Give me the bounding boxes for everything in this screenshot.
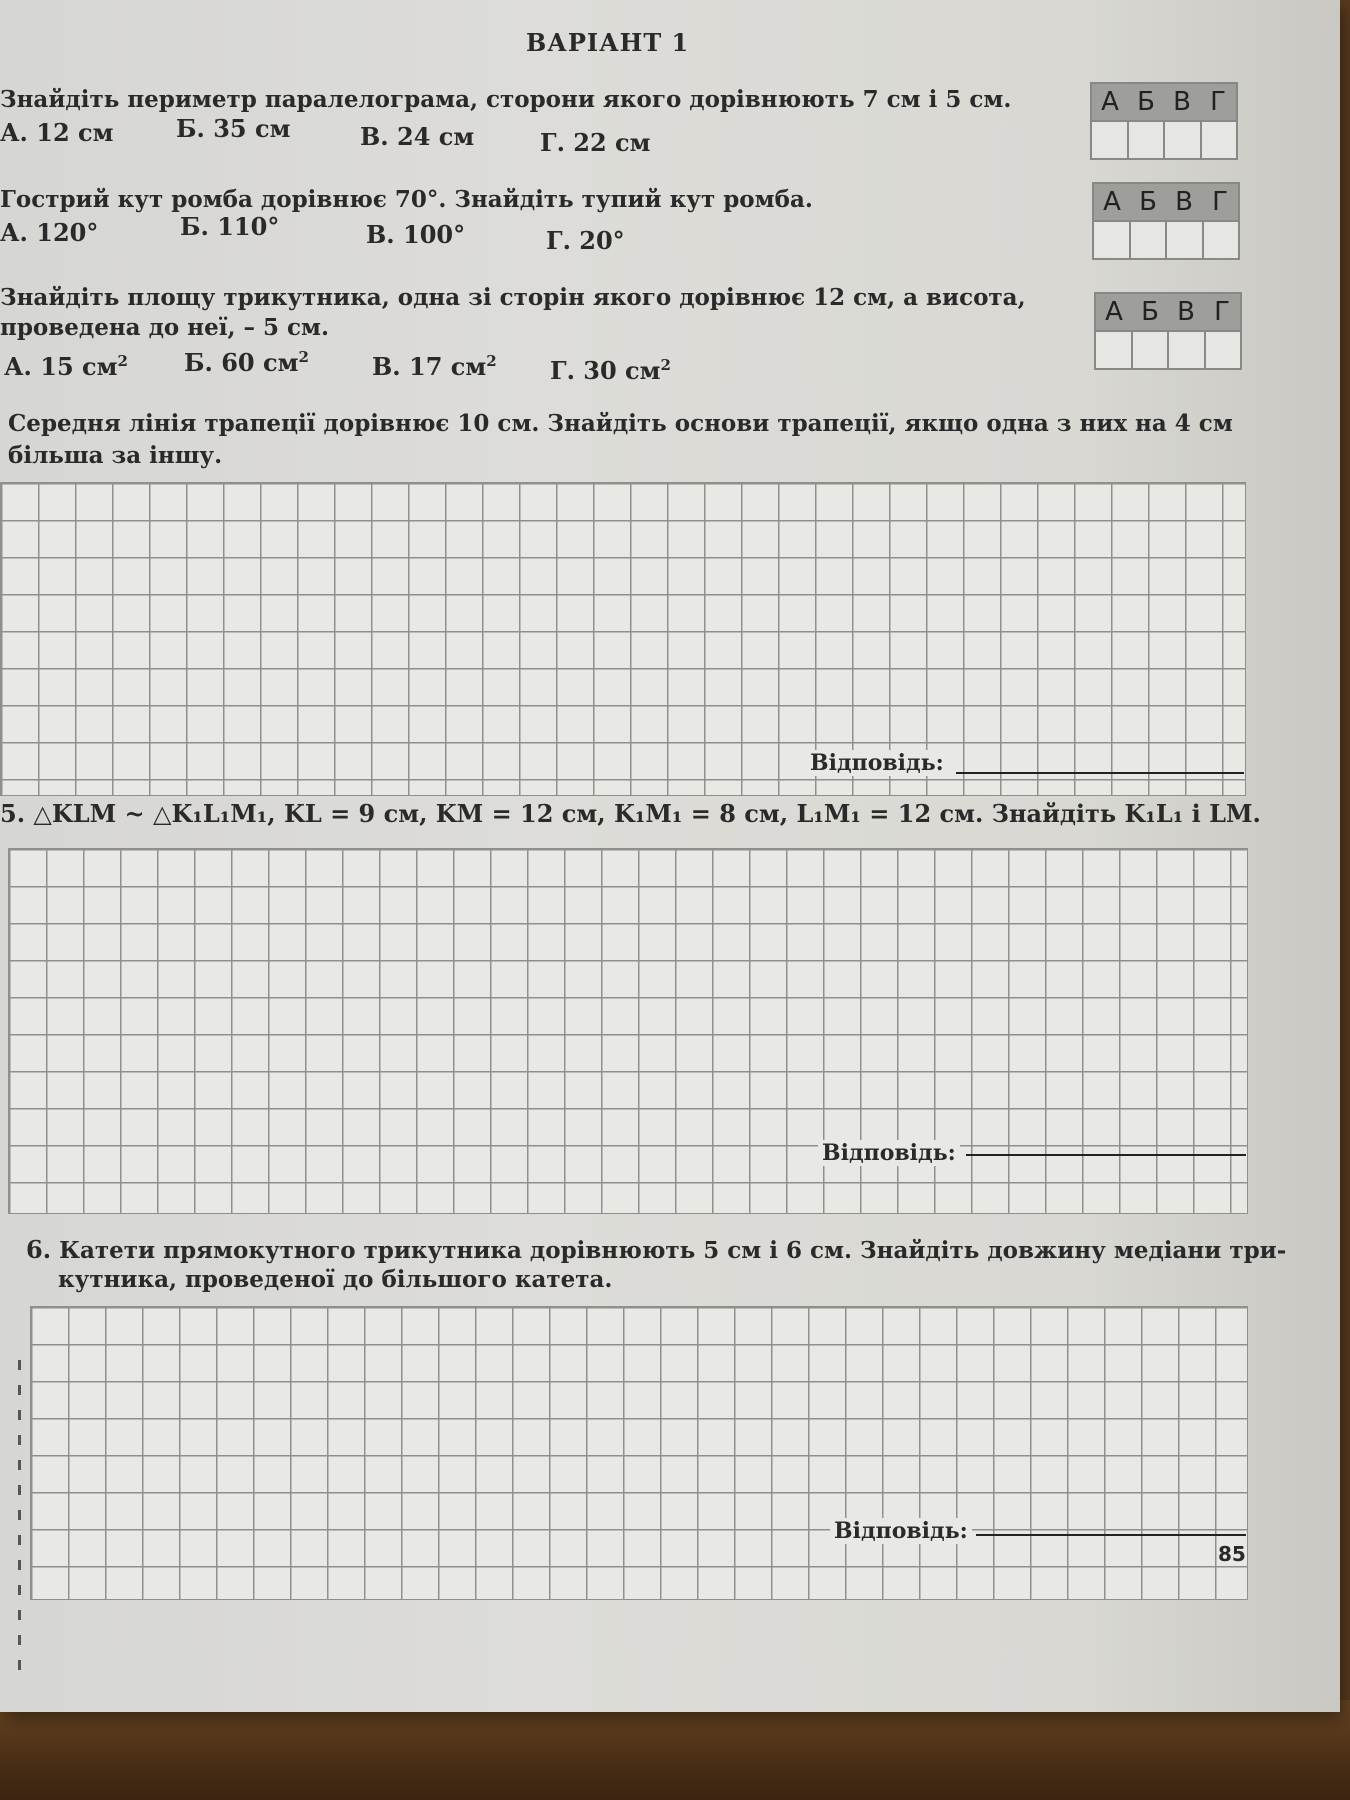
answer-cell-b[interactable] [1133, 332, 1170, 368]
question-2-option-a: А. 120° [0, 218, 99, 247]
question-2-option-b: Б. 110° [180, 212, 280, 241]
question-3-option-b: Б. 60 $см^2$ [184, 348, 309, 377]
question-6-text-line-1: 6. Катети прямокутного трикутника дорівнюють 5 см і 6 см. Знайдіть довжину медіани три- [26, 1235, 1287, 1264]
answer-cell-d[interactable] [1204, 222, 1239, 258]
answer-letter-c: В [1173, 87, 1191, 117]
answer-line-5[interactable] [966, 1154, 1246, 1156]
question-2-option-d: Г. 20° [546, 226, 625, 255]
question-1-text: Знайдіть периметр паралелограма, сторони якого дорівнюють 7 см і 5 см. [0, 86, 1012, 113]
question-4-text-line-1: Середня лінія трапеції дорівнює 10 см. Знайдіть основи трапеції, якщо одна з них на 4 см [8, 410, 1233, 437]
answer-cell-c[interactable] [1167, 222, 1204, 258]
question-1-option-c: В. 24 см [360, 122, 475, 151]
answer-letter-b: Б [1137, 87, 1155, 117]
page-title: ВАРІАНТ 1 [526, 28, 690, 57]
page-number: 85 [1218, 1542, 1246, 1566]
margin-dash [18, 1510, 21, 1520]
question-1-option-a: А. 12 см [0, 118, 114, 147]
answer-cell-a[interactable] [1096, 332, 1133, 368]
margin-dash [18, 1585, 21, 1595]
answer-grid-5[interactable] [8, 848, 1248, 1214]
answer-cell-b[interactable] [1131, 222, 1168, 258]
answer-box-3 [1094, 292, 1242, 370]
question-3-option-c: В. 17 $см^2$ [372, 352, 497, 381]
answer-letter-a: А [1101, 87, 1119, 117]
margin-dash [18, 1560, 21, 1570]
answer-label-6: Відповідь: [830, 1518, 972, 1544]
answer-letter-d: Г [1212, 187, 1228, 217]
answer-letter-b: Б [1141, 297, 1159, 327]
margin-dash [18, 1660, 21, 1670]
margin-dash [18, 1610, 21, 1620]
answer-letter-c: В [1177, 297, 1195, 327]
table-surface [0, 1700, 1350, 1800]
question-3-option-d: Г. 30 $см^2$ [550, 356, 671, 385]
answer-letter-b: Б [1139, 187, 1157, 217]
answer-cell-c[interactable] [1169, 332, 1206, 368]
answer-cell-b[interactable] [1129, 122, 1166, 158]
answer-cell-d[interactable] [1206, 332, 1241, 368]
answer-label-5: Відповідь: [818, 1140, 960, 1166]
question-6-text-line-2: кутника, проведеної до більшого катета. [58, 1266, 613, 1293]
answer-label-4: Відповідь: [806, 750, 948, 776]
question-1-option-d: Г. 22 см [540, 128, 651, 157]
question-2-text: Гострий кут ромба дорівнює 70°. Знайдіть тупий кут ромба. [0, 186, 813, 213]
answer-box-2 [1092, 182, 1240, 260]
answer-letter-a: А [1103, 187, 1121, 217]
answer-line-4[interactable] [956, 772, 1244, 774]
margin-dash [18, 1435, 21, 1445]
answer-box-1 [1090, 82, 1238, 160]
answer-cell-a[interactable] [1094, 222, 1131, 258]
question-3-text-line-2: проведена до неї, – 5 см. [0, 314, 329, 341]
question-4-text-line-2: більша за іншу. [8, 442, 223, 469]
answer-cell-a[interactable] [1092, 122, 1129, 158]
question-2-option-c: В. 100° [366, 220, 466, 249]
answer-letter-c: В [1175, 187, 1193, 217]
margin-dash [18, 1360, 21, 1370]
answer-grid-4[interactable] [0, 482, 1246, 796]
answer-letter-d: Г [1214, 297, 1230, 327]
margin-dash [18, 1385, 21, 1395]
answer-cell-c[interactable] [1165, 122, 1202, 158]
margin-dash [18, 1460, 21, 1470]
question-5-text: 5. △KLM ~ △K₁L₁M₁, KL = 9 см, KM = 12 см, K₁M₁ = 8 см, L₁M₁ = 12 см. Знайдіть K₁L₁ і LM. [0, 799, 1261, 828]
question-3-text-line-1: Знайдіть площу трикутника, одна зі сторін якого дорівнює 12 см, а висота, [0, 284, 1026, 311]
margin-dash [18, 1485, 21, 1495]
answer-grid-6[interactable] [30, 1306, 1248, 1600]
question-3-option-a: А. 15 $см^2$ [4, 352, 128, 381]
margin-dash [18, 1535, 21, 1545]
answer-letter-d: Г [1210, 87, 1226, 117]
answer-line-6[interactable] [976, 1534, 1246, 1536]
question-1-option-b: Б. 35 см [176, 114, 291, 143]
margin-dash [18, 1635, 21, 1645]
margin-dash [18, 1410, 21, 1420]
answer-letter-a: А [1105, 297, 1123, 327]
answer-cell-d[interactable] [1202, 122, 1237, 158]
